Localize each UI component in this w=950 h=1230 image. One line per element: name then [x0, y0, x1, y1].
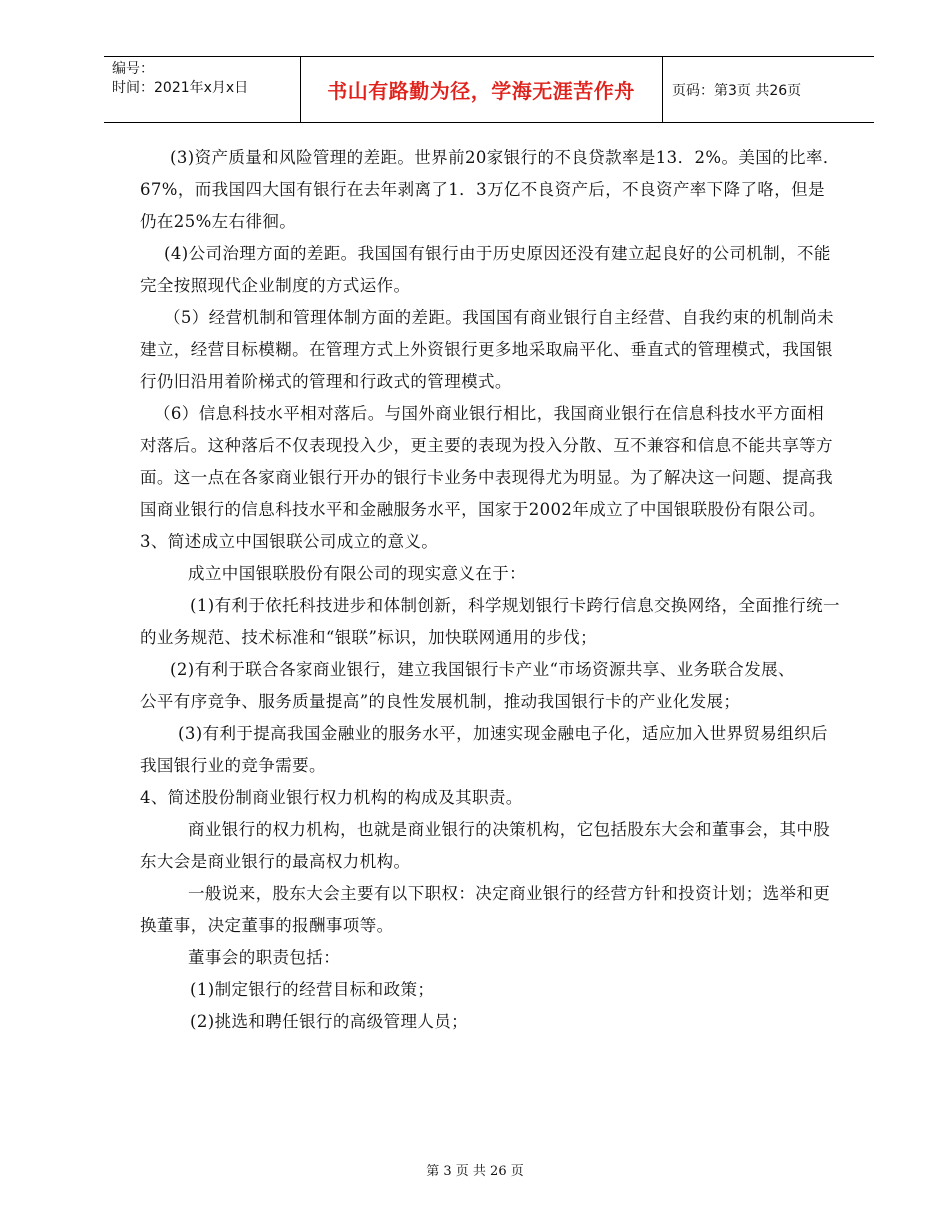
section-heading: 4、简述股份制商业银行权力机构的构成及其职责。 [140, 788, 523, 807]
paragraph: (4)公司治理方面的差距。我国国有银行由于历史原因还没有建立起良好的公司机制，不能完全按照现代企业制度的方式运作。 [140, 244, 831, 295]
paragraph: （6）信息科技水平相对落后。与国外商业银行相比，我国商业银行在信息科技水平方面相对落后。这种落后不仅表现投入少，更主要的表现为投入分散、互不兼容和信息不能共享等方面。这一点在各家商业银行开办的银行卡业务中表现得尤为明显。为了解决这一问题、提高我国商业银行的信息科技水平和金融服务水平，国家于2002年成立了中国银联股份有限公司。 [140, 404, 833, 519]
header-code-label: 编号： [112, 61, 154, 77]
paragraph: （5）经营机制和管理体制方面的差距。我国国有商业银行自主经营、自我约束的机制尚未建立，经营目标模糊。在管理方式上外资银行更多地采取扁平化、垂直式的管理模式，我国银行仍旧沿用着阶梯式的管理和行政式的管理模式。 [140, 308, 834, 391]
paragraph: (1)有利于依托科技进步和体制创新，科学规划银行卡跨行信息交换网络，全面推行统一的业务规范、技术标准和“银联”标识，加快联网通用的步伐； [140, 596, 840, 647]
paragraph: (2)挑选和聘任银行的高级管理人员； [190, 1012, 469, 1031]
paragraph: 一般说来，股东大会主要有以下职权：决定商业银行的经营方针和投资计划；选举和更换董事，决定董事的报酬事项等。 [140, 884, 831, 935]
paragraph: (1)制定银行的经营目标和政策； [190, 980, 435, 999]
paragraph: 董事会的职责包括： [188, 948, 341, 967]
header-meta [112, 60, 248, 98]
paragraph: (2)有利于联合各家商业银行，建立我国银行卡产业“市场资源共享、业务联合发展、 [170, 660, 795, 679]
paragraph: 成立中国银联股份有限公司的现实意义在于： [188, 564, 526, 583]
section-heading: 3、简述成立中国银联公司成立的意义。 [140, 532, 439, 551]
header-page-info: 页码：第3页 共26页 [672, 83, 802, 99]
paragraph: (3)有利于提高我国金融业的服务水平，加速实现金融电子化，适应加入世界贸易组织后我国银行业的竞争需要。 [140, 724, 828, 775]
document-body [140, 142, 840, 1038]
paragraph: 公平有序竞争、服务质量提高”的良性发展机制，推动我国银行卡的产业化发展； [140, 692, 741, 711]
header-motto: 书山有路勤为径，学海无涯苦作舟 [327, 78, 635, 103]
header-divider-right [662, 56, 663, 122]
paragraph: (3)资产质量和风险管理的差距。世界前20家银行的不良贷款率是13．2%。美国的比率．67%，而我国四大国有银行在去年剥离了1．3万亿不良资产后，不良资产率下降了咯，但是仍在25%左右徘徊。 [140, 148, 840, 231]
page-footer: 第 3 页 共 26 页 [426, 1164, 524, 1179]
paragraph: 商业银行的权力机构，也就是商业银行的决策机构，它包括股东大会和董事会，其中股东大会是商业银行的最高权力机构。 [140, 820, 831, 871]
header-time-label: 时间：2021年x月x日 [112, 80, 249, 96]
header-bottom-rule [104, 122, 874, 123]
